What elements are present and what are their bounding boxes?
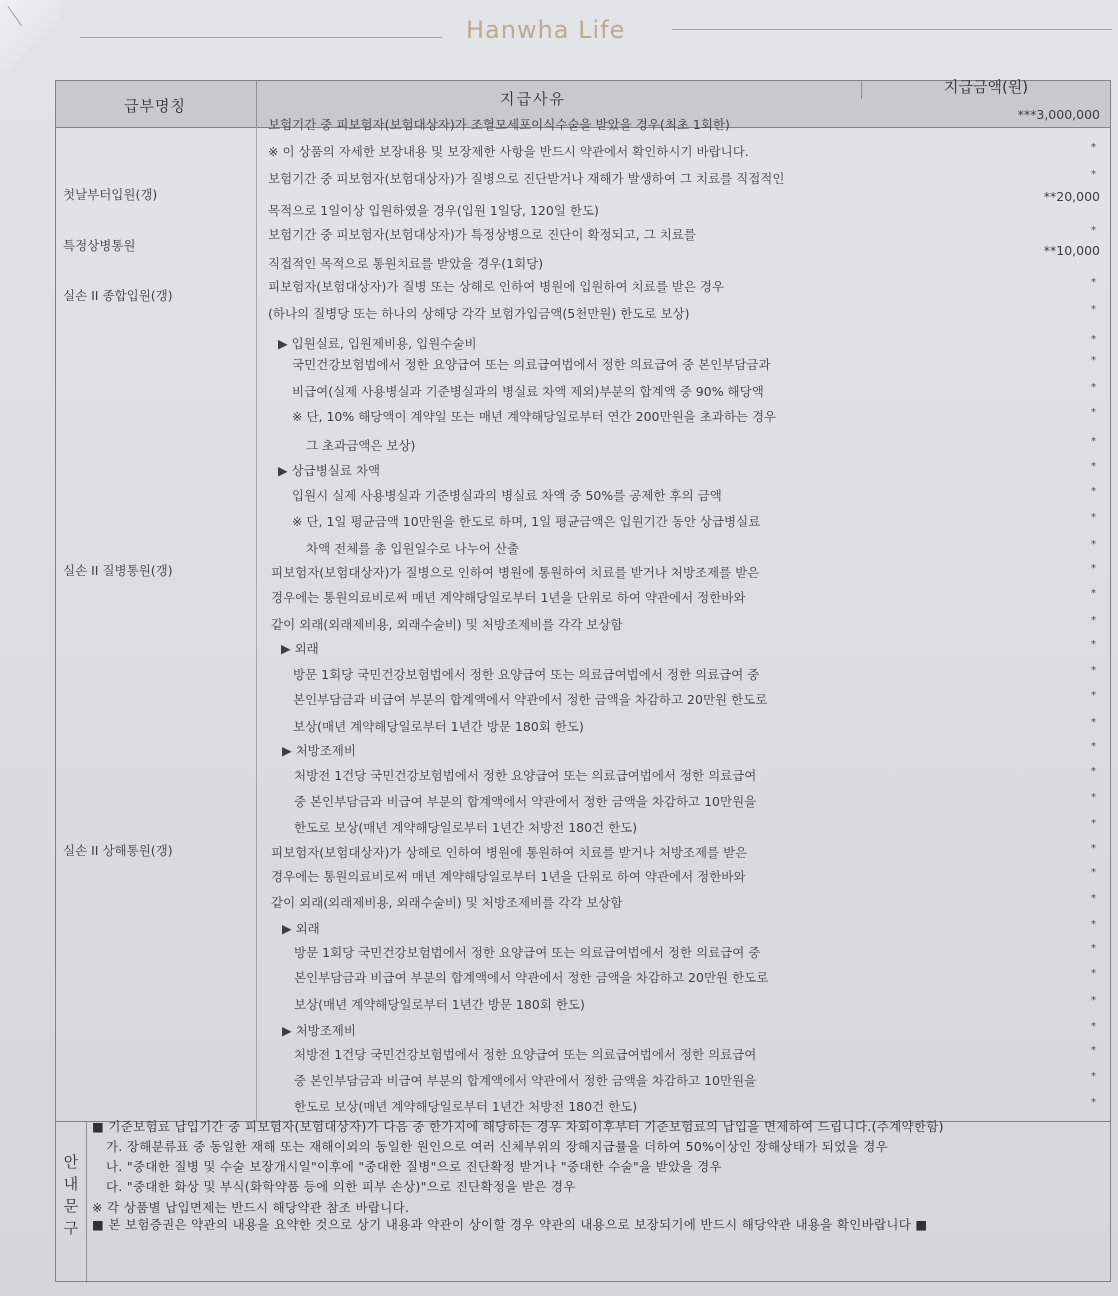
benefit-table — [55, 80, 1111, 1282]
reason-bullet: ▶ 외래 — [282, 921, 320, 936]
reason-line: ※ 이 상품의 자세한 보장내용 및 보장제한 사항을 반드시 약관에서 확인하시기 바랍니다. — [268, 144, 749, 159]
reason-bullet: ▶ 외래 — [281, 641, 319, 656]
benefit-name: 특정상병통원 — [63, 238, 136, 253]
reason-line: 경우에는 통원의료비로써 매년 계약해당일로부터 1년을 단위로 하여 약관에서 정한바와 — [271, 869, 746, 884]
benefit-name: 첫날부터입원(갱) — [63, 187, 158, 202]
header-rule-right — [672, 29, 1112, 30]
notice-line: 가. 장해분류표 중 동일한 재해 또는 재해이외의 동일한 원인으로 여러 신체부위의 장해지급률을 더하여 50%이상인 장해상태가 되었을 경우 — [106, 1139, 888, 1154]
row-marker: * — [1091, 968, 1096, 979]
brand-logo: Hanwha Life — [466, 16, 626, 44]
row-marker: * — [1091, 142, 1096, 153]
reason-bullet: ▶ 처방조제비 — [282, 743, 356, 758]
reason-line: 피보험자(보험대상자)가 질병 또는 상해로 인하여 병원에 입원하여 치료를 받은 경우 — [268, 279, 725, 294]
row-marker: * — [1091, 588, 1096, 599]
reason-line: 입원시 실제 사용병실과 기준병실과의 병실료 차액 중 50%를 공제한 후의 금액 — [292, 488, 722, 503]
row-marker: * — [1091, 867, 1096, 878]
row-marker: * — [1091, 486, 1096, 497]
header-benefit-name: 급부명칭 — [124, 97, 186, 115]
row-marker: * — [1091, 277, 1096, 288]
reason-line: 비급여(실제 사용병실과 기준병실과의 병실료 차액 제외)부분의 합계액 중 90% 해당액 — [292, 384, 764, 399]
reason-line: 직접적인 목적으로 통원치료를 받았을 경우(1회당) — [268, 256, 544, 271]
row-marker: * — [1091, 943, 1096, 954]
row-marker: * — [1091, 995, 1096, 1006]
row-marker: * — [1091, 717, 1096, 728]
notice-line: ■ 본 보험증권은 약관의 내용을 요약한 것으로 상기 내용과 약관이 상이할 경우 약관의 내용으로 보장되기에 반드시 해당약관 내용을 확인바랍니다 ■ — [92, 1217, 928, 1232]
header-divider — [861, 81, 862, 99]
reason-line: 경우에는 통원의료비로써 매년 계약해당일로부터 1년을 단위로 하여 약관에서 정한바와 — [271, 590, 746, 605]
notice-column-divider — [86, 1121, 87, 1283]
reason-line: (하나의 질병당 또는 하나의 상해당 각각 보험가입금액(5천만원) 한도로 보상) — [268, 306, 690, 321]
reason-line: 보상(매년 계약해당일로부터 1년간 방문 180회 한도) — [294, 997, 585, 1012]
row-marker: * — [1091, 818, 1096, 829]
reason-line: 같이 외래(외래제비용, 외래수술비) 및 처방조제비를 각각 보상함 — [271, 617, 623, 632]
column-divider — [256, 127, 257, 1121]
reason-line: 보험기간 중 피보험자(보험대상자)가 조혈모세포이식수술을 받았을 경우(최초 1회한) — [268, 117, 730, 132]
reason-line: 국민건강보험법에서 정한 요양급여 또는 의료급여법에서 정한 의료급여 중 본인부담금과 — [292, 357, 771, 372]
notice-line: ■ 기준보험료 납입기간 중 피보험자(보험대상자)가 다음 중 한가지에 해당하는 경우 차회이후부터 기준보험료의 납입을 면제하여 드립니다.(주계약한함) — [92, 1119, 944, 1134]
page-corner — [0, 0, 60, 70]
reason-line: 한도로 보상(매년 계약해당일로부터 1년간 처방전 180건 한도) — [294, 820, 638, 835]
reason-line: 방문 1회당 국민건강보험법에서 정한 요양급여 또는 의료급여법에서 정한 의료급여 중 — [293, 667, 760, 682]
reason-line: 본인부담금과 비급여 부분의 합계액에서 약관에서 정한 금액을 차감하고 20만원 한도로 — [293, 692, 768, 707]
reason-line: 그 초과금액은 보상) — [306, 438, 416, 453]
reason-line: 방문 1회당 국민건강보험법에서 정한 요양급여 또는 의료급여법에서 정한 의료급여 중 — [294, 945, 761, 960]
row-marker: * — [1091, 690, 1096, 701]
row-marker: * — [1091, 461, 1096, 472]
row-marker: * — [1091, 792, 1096, 803]
reason-bullet: ▶ 상급병실료 차액 — [278, 463, 381, 478]
row-marker: * — [1091, 225, 1096, 236]
row-marker: * — [1091, 436, 1096, 447]
reason-line: 중 본인부담금과 비급여 부분의 합계액에서 약관에서 정한 금액을 차감하고 10만원을 — [294, 1073, 757, 1088]
payment-amount: **10,000 — [1043, 243, 1100, 258]
reason-line: 차액 전체를 총 입원일수로 나누어 산출 — [306, 541, 520, 556]
benefit-name: 실손 II 질병통원(갱) — [63, 563, 173, 578]
row-marker: * — [1091, 304, 1096, 315]
row-marker: * — [1091, 665, 1096, 676]
reason-line: 목적으로 1일이상 입원하였을 경우(입원 1일당, 120일 한도) — [268, 203, 599, 218]
row-marker: * — [1091, 355, 1096, 366]
reason-line: 같이 외래(외래제비용, 외래수술비) 및 처방조제비를 각각 보상함 — [271, 895, 623, 910]
notice-label: 안내문구 — [63, 1153, 79, 1237]
reason-line: 피보험자(보험대상자)가 상해로 인하여 병원에 통원하여 치료를 받거나 처방조제를 받은 — [271, 845, 748, 860]
row-marker: * — [1091, 766, 1096, 777]
row-marker: * — [1091, 1071, 1096, 1082]
row-marker: * — [1091, 563, 1096, 574]
row-marker: * — [1091, 334, 1096, 345]
row-marker: * — [1091, 407, 1096, 418]
row-marker: * — [1091, 843, 1096, 854]
row-marker: * — [1091, 512, 1096, 523]
header-payment-reason: 지급사유 — [500, 90, 566, 108]
reason-line: 처방전 1건당 국민건강보험법에서 정한 요양급여 또는 의료급여법에서 정한 의료급여 — [294, 1047, 757, 1062]
row-marker: * — [1091, 893, 1096, 904]
reason-line: 본인부담금과 비급여 부분의 합계액에서 약관에서 정한 금액을 차감하고 20만원 한도로 — [294, 970, 769, 985]
payment-amount: **20,000 — [1043, 189, 1100, 204]
header-divider — [256, 81, 257, 127]
row-marker: * — [1091, 539, 1096, 550]
row-marker: * — [1091, 741, 1096, 752]
row-marker: * — [1091, 1021, 1096, 1032]
reason-line: 중 본인부담금과 비급여 부분의 합계액에서 약관에서 정한 금액을 차감하고 10만원을 — [294, 794, 757, 809]
reason-line: 처방전 1건당 국민건강보험법에서 정한 요양급여 또는 의료급여법에서 정한 의료급여 — [294, 768, 757, 783]
notice-line: 나. "중대한 질병 및 수술 보장개시일"이후에 "중대한 질병"으로 진단확정 받거나 "중대한 수술"을 받았을 경우 — [106, 1159, 722, 1174]
row-marker: * — [1091, 615, 1096, 626]
benefit-name: 실손 II 종합입원(갱) — [63, 288, 173, 303]
payment-amount: ***3,000,000 — [1017, 107, 1100, 122]
row-marker: * — [1091, 639, 1096, 650]
header-payment-amount: 지급금액(원) — [944, 78, 1029, 96]
header-rule-left — [80, 37, 442, 38]
notice-line: ※ 각 상품별 납입면제는 반드시 해당약관 참조 바랍니다. — [92, 1200, 410, 1215]
reason-bullet: ▶ 입원실료, 입원제비용, 입원수술비 — [278, 336, 477, 351]
reason-line: 한도로 보상(매년 계약해당일로부터 1년간 처방전 180건 한도) — [294, 1099, 638, 1114]
reason-line: ※ 단, 1일 평균금액 10만원을 한도로 하며, 1일 평균금액은 입원기간 동안 상급병실료 — [292, 514, 761, 529]
reason-line: 보상(매년 계약해당일로부터 1년간 방문 180회 한도) — [293, 719, 584, 734]
benefit-name: 실손 II 상해통원(갱) — [63, 843, 173, 858]
row-marker: * — [1091, 169, 1096, 180]
row-marker: * — [1091, 919, 1096, 930]
reason-line: 보험기간 중 피보험자(보험대상자)가 질병으로 진단받거나 재해가 발생하여 그 치료를 직접적인 — [268, 171, 785, 186]
row-marker: * — [1091, 382, 1096, 393]
notice-line: 다. "중대한 화상 및 부식(화학약품 등에 의한 피부 손상)"으로 진단확정을 받은 경우 — [106, 1179, 576, 1194]
reason-line: ※ 단, 10% 해당액이 계약일 또는 매년 계약해당일로부터 연간 200만원을 초과하는 경우 — [292, 409, 777, 424]
row-marker: * — [1091, 1097, 1096, 1108]
reason-line: 보험기간 중 피보험자(보험대상자)가 특정상병으로 진단이 확정되고, 그 치료를 — [268, 227, 696, 242]
row-marker: * — [1091, 1045, 1096, 1056]
reason-line: 피보험자(보험대상자)가 질병으로 인하여 병원에 통원하여 치료를 받거나 처방조제를 받은 — [271, 565, 760, 580]
reason-bullet: ▶ 처방조제비 — [282, 1023, 356, 1038]
